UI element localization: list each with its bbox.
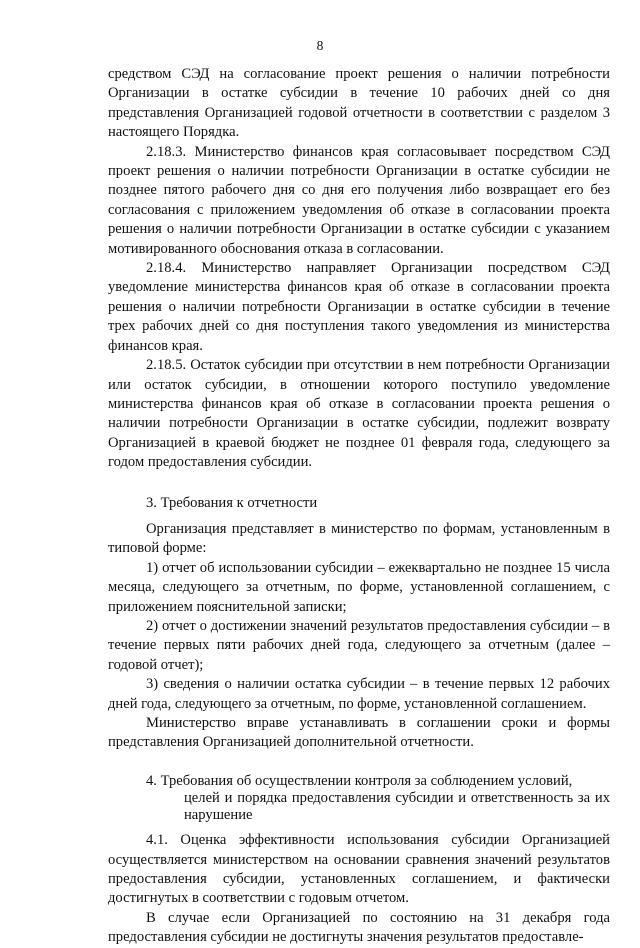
section-3-intro: Организация представляет в министерство по формам, установленным в типовой форме:	[108, 520, 610, 557]
paragraph-2-18-3: 2.18.3. Министерство финансов края согласовывает посредством СЭД проект решения о наличии потребности Организации в остатке субсидии не позднее пятого рабочего дня со дня его получения либо возвращает его без согласования с приложением уведомления об отказе в согласовании проекта решения о наличии потребности Организации в остатке субсидии с указанием мотивированного обоснования отказа в согласовании.	[108, 143, 610, 257]
document-body	[108, 65, 610, 948]
paragraph-4-1: 4.1. Оценка эффективности использования субсидии Организацией осуществляется министерством на основании сравнения значений результатов предоставления субсидии, установленных соглашением, и фактически достигнутых в соответствии с годовым отчетом.	[108, 832, 610, 907]
paragraph-2-18-5: 2.18.5. Остаток субсидии при отсутствии в нем потребности Организации или остаток субсидии, в отношении которого поступило уведомление министерства финансов края об отказе в согласовании проекта решения о наличии потребности Организации в остатке субсидии, подлежит возврату Организацией в краевой бюджет не позднее 01 февраля года, следующего за годом предоставления субсидии.	[108, 357, 610, 471]
page-number: 8	[316, 38, 324, 53]
paragraph-case: В случае если Организацией по состоянию на 31 декабря года предоставления субсидии не достигнуты значения результатов предоставле-	[108, 909, 610, 946]
section-3-closing: Министерство вправе устанавливать в соглашении сроки и формы представления Организацией дополнительной отчетности.	[108, 715, 610, 751]
section-3-item-2: 2) отчет о достижении значений результатов предоставления субсидии – в течение первых пяти рабочих дней года, следующего за отчетным (далее – годовой отчет);	[108, 617, 610, 673]
section-4-title-rest: целей и порядка предоставления субсидии и ответственность за их нарушение	[184, 790, 610, 824]
section-3-item-1: 1) отчет об использовании субсидии – ежеквартально не позднее 15 числа месяца, следующего за отчетным, по форме, установленной соглашением, с приложением пояснительной записки;	[108, 559, 610, 615]
section-3-title: 3. Требования к отчетности	[146, 494, 318, 511]
section-4-title-line1: 4. Требования об осуществлении контроля за соблюдением условий,	[146, 772, 573, 789]
section-3-item-3: 3) сведения о наличии остатка субсидии – в течение первых 12 рабочих дней года, следующего за отчетным, по форме, установленной соглашением.	[108, 676, 610, 712]
section-4-title	[108, 772, 610, 824]
paragraph-2-18-4: 2.18.4. Министерство направляет Организации посредством СЭД уведомление министерства финансов края об отказе в согласовании проекта решения о наличии потребности Организации в остатке субсидии в течение трех рабочих дней со дня поступления такого уведомления из министерства финансов края.	[108, 260, 610, 354]
paragraph-continuation: средством СЭД на согласование проект решения о наличии потребности Организации в остатке субсидии в течение 10 рабочих дней со дня представления Организацией годовой отчетности в соответствии с разделом 3 настоящего Порядка.	[108, 66, 610, 141]
